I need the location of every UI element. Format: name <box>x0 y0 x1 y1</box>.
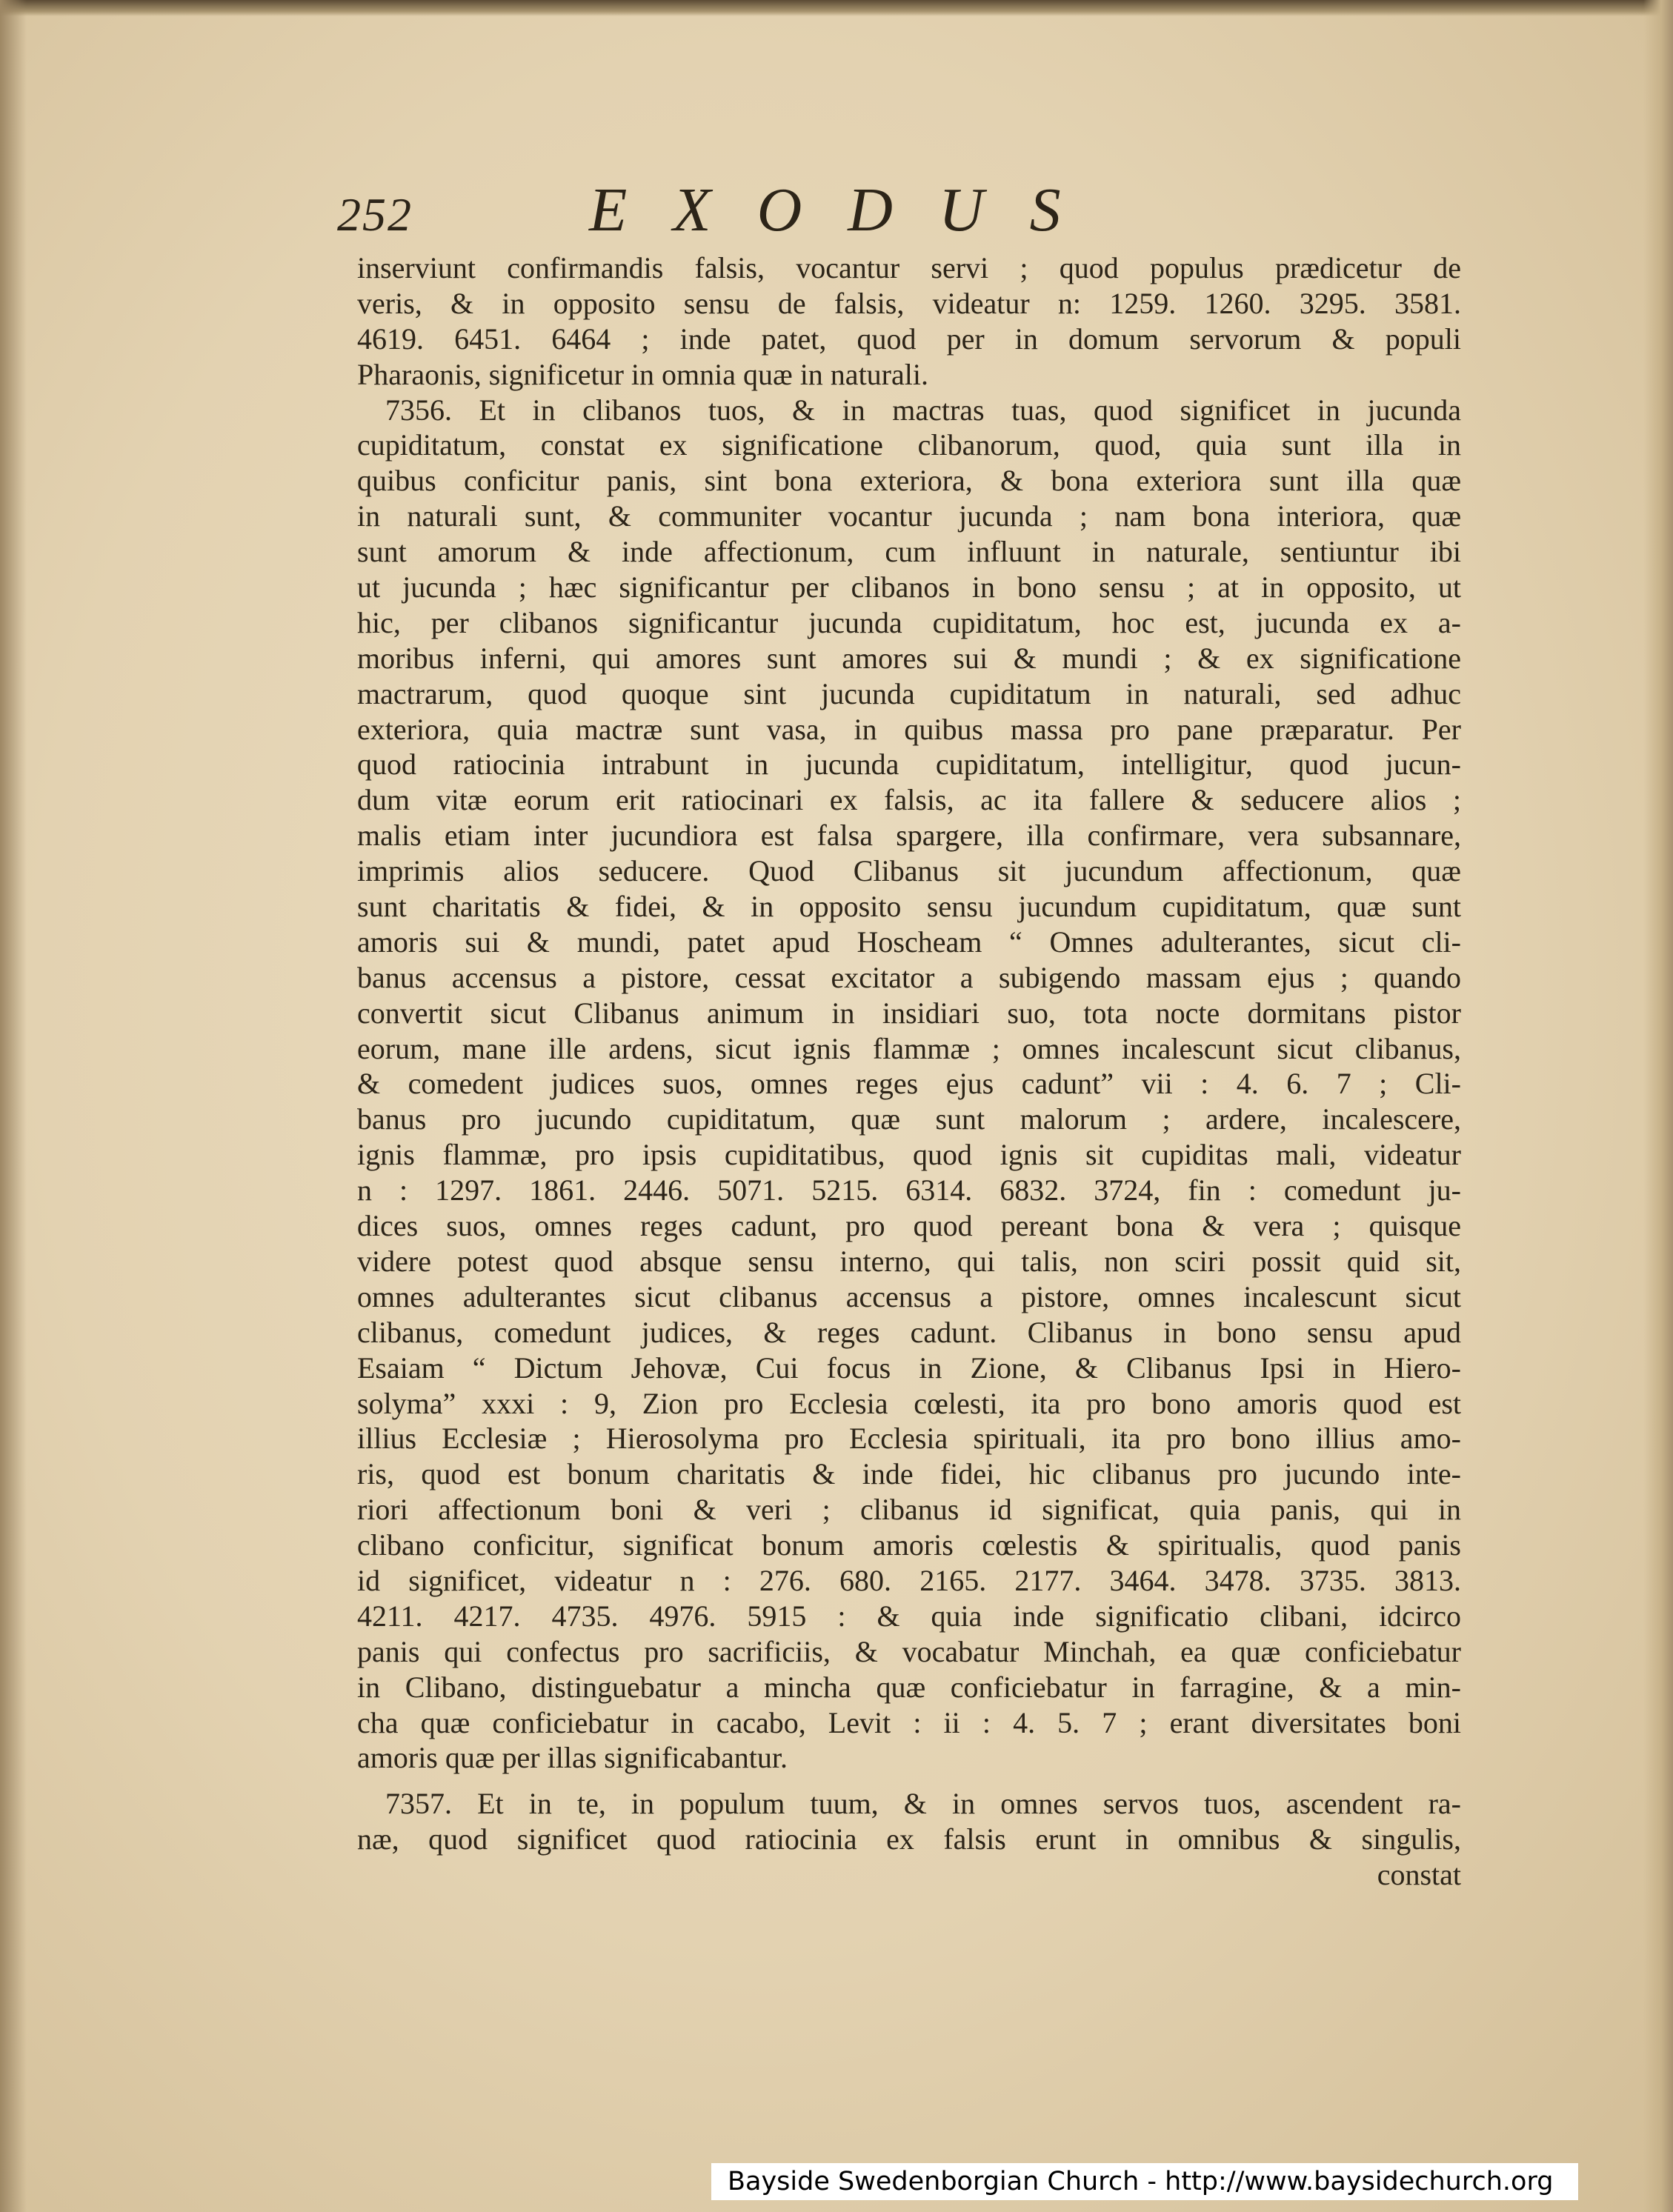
text-line: inserviunt confirmandis falsis, vocantur servi ; quod populus prædicetur de <box>357 251 1461 284</box>
text-line: in naturali sunt, & communiter vocantur jucunda ; nam bona interiora, quæ <box>357 499 1461 533</box>
text-line: Pharaonis, significetur in omnia quæ in naturali. <box>357 357 928 391</box>
text-line: eorum, mane ille ardens, sicut ignis flammæ ; omnes incalescunt sicut clibanus, <box>357 1031 1461 1065</box>
text-line: imprimis alios seducere. Quod Clibanus sit jucundum affectionum, quæ <box>357 854 1461 888</box>
text-line: 4619. 6451. 6464 ; inde patet, quod per in domum servorum & populi <box>357 322 1461 356</box>
text-line: sunt charitatis & fidei, & in opposito sensu jucundum cupiditatum, quæ sunt <box>357 890 1461 924</box>
text-line: & comedent judices suos, omnes reges ejus cadunt” vii : 4. 6. 7 ; Cli- <box>357 1067 1461 1101</box>
text-line: dum vitæ eorum erit ratiocinari ex falsis, ac ita fallere & seducere alios ; <box>357 783 1461 817</box>
text-line: veris, & in opposito sensu de falsis, videatur n: 1259. 1260. 3295. 3581. <box>357 286 1461 320</box>
text-line: panis qui confectus pro sacrificiis, & vocabatur Minchah, ea quæ conficiebatur <box>357 1634 1461 1668</box>
text-line: Esaiam “ Dictum Jehovæ, Cui focus in Zione, & Clibanus Ipsi in Hiero- <box>357 1350 1461 1385</box>
text-line: omnes adulterantes sicut clibanus accensus a pistore, omnes incalescunt sicut <box>357 1279 1461 1313</box>
body-text <box>357 250 1461 1893</box>
text-line: cupiditatum, constat ex significatione clibanorum, quod, quia sunt illa in <box>357 428 1461 462</box>
text-line: quibus conficitur panis, sint bona exteriora, & bona exteriora sunt illa quæ <box>357 464 1461 498</box>
text-line: id significet, videatur n : 276. 680. 2165. 2177. 3464. 3478. 3735. 3813. <box>357 1563 1461 1597</box>
text-line: moribus inferni, qui amores sunt amores sui & mundi ; & ex significatione <box>357 641 1461 675</box>
page-right-edge <box>1643 0 1673 2212</box>
text-line: sunt amorum & inde affectionum, cum influunt in naturale, sentiuntur ibi <box>357 535 1461 569</box>
text-line: quod ratiocinia intrabunt in jucunda cupiditatum, intelligitur, quod jucun- <box>357 747 1461 782</box>
text-line: riori affectionum boni & veri ; clibanus id significat, quia panis, qui in <box>357 1493 1461 1527</box>
text-line: ut jucunda ; hæc significantur per clibanos in bono sensu ; at in opposito, ut <box>357 570 1461 604</box>
text-line: ignis flammæ, pro ipsis cupiditatibus, quod ignis sit cupiditas mali, videatur <box>357 1138 1461 1172</box>
catchword: constat <box>1377 1858 1461 1892</box>
text-line: cha quæ conficiebatur in cacabo, Levit : ii : 4. 5. 7 ; erant diversitates boni <box>357 1705 1461 1739</box>
text-line: videre potest quod absque sensu interno, qui talis, non sciri possit quid sit, <box>357 1244 1461 1278</box>
text-line: hic, per clibanos significantur jucunda cupiditatum, hoc est, jucunda ex a- <box>357 605 1461 639</box>
running-title: EXODUS <box>589 176 1107 244</box>
watermark-credit: Bayside Swedenborgian Church - http://www.baysidechurch.org <box>711 2163 1578 2200</box>
text-line: amoris quæ per illas significabantur. <box>357 1741 788 1775</box>
text-line: clibano conficitur, significat bonum amoris cœlestis & spiritualis, quod panis <box>357 1528 1461 1562</box>
text-line: amoris sui & mundi, patet apud Hoscheam “ Omnes adulterantes, sicut cli- <box>357 925 1461 959</box>
text-line: banus pro jucundo cupiditatum, quæ sunt malorum ; ardere, incalescere, <box>357 1102 1461 1136</box>
text-line: illius Ecclesiæ ; Hierosolyma pro Ecclesia spirituali, ita pro bono illius amo- <box>357 1422 1461 1456</box>
page-top-edge <box>0 0 1673 16</box>
text-line: 4211. 4217. 4735. 4976. 5915 : & quia inde significatio clibani, idcirco <box>357 1599 1461 1633</box>
text-line: mactrarum, quod quoque sint jucunda cupiditatum in naturali, sed adhuc <box>357 676 1461 710</box>
text-line: solyma” xxxi : 9, Zion pro Ecclesia cœlesti, ita pro bono amoris quod est <box>357 1386 1461 1420</box>
text-line: næ, quod significet quod ratiocinia ex falsis erunt in omnibus & singulis, <box>357 1822 1461 1856</box>
text-line: ris, quod est bonum charitatis & inde fidei, hic clibanus pro jucundo inte- <box>357 1457 1461 1491</box>
page-header <box>337 174 1515 248</box>
text-line: malis etiam inter jucundiora est falsa spargere, illa confirmare, vera subsannare, <box>357 819 1461 853</box>
paragraph-start-7357: 7357. Et in te, in populum tuum, & in omnes servos tuos, ascendent ra- <box>385 1787 1461 1821</box>
text-line: exteriora, quia mactræ sunt vasa, in quibus massa pro pane præparatur. Per <box>357 712 1461 746</box>
text-line: n : 1297. 1861. 2446. 5071. 5215. 6314. 6832. 3724, fin : comedunt ju- <box>357 1173 1461 1207</box>
text-line: in Clibano, distinguebatur a mincha quæ conficiebatur in farragine, & a min- <box>357 1670 1461 1704</box>
text-line: banus accensus a pistore, cessat excitator a subigendo massam ejus ; quando <box>357 960 1461 994</box>
text-line: convertit sicut Clibanus animum in insidiari suo, tota nocte dormitans pistor <box>357 996 1461 1030</box>
text-line: dices suos, omnes reges cadunt, pro quod pereant bona & vera ; quisque <box>357 1209 1461 1243</box>
page-number: 252 <box>337 188 413 241</box>
paragraph-start-7356: 7356. Et in clibanos tuos, & in mactras tuas, quod significet in jucunda <box>385 393 1461 427</box>
text-line: clibanus, comedunt judices, & reges cadunt. Clibanus in bono sensu apud <box>357 1315 1461 1349</box>
page-left-edge <box>0 0 27 2212</box>
